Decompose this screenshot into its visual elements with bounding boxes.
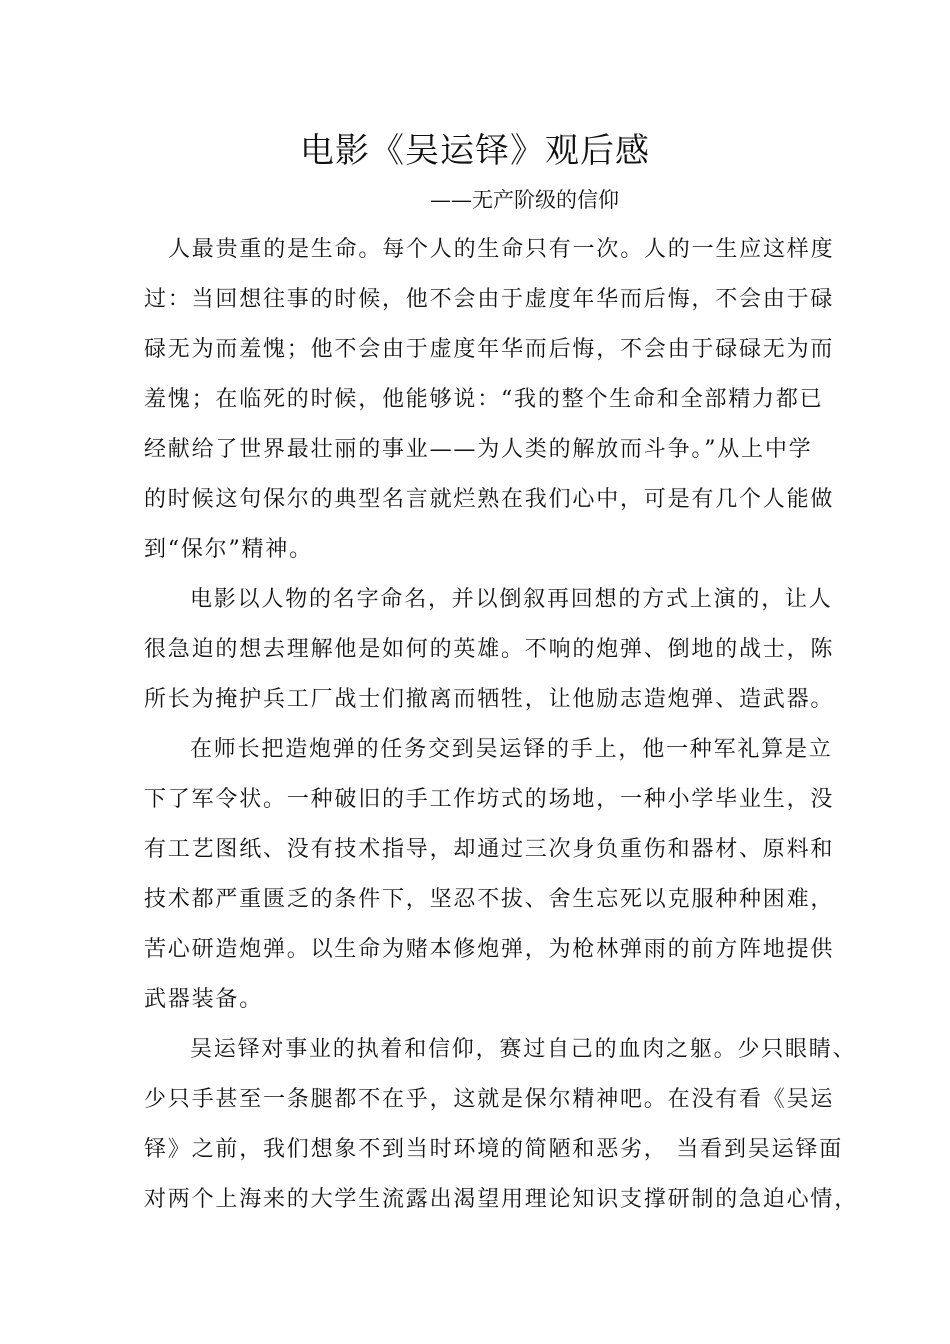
text-line: 对两个上海来的大学生流露出渴望用理论知识支撑研制的急迫心情， [144,1187,859,1212]
text-line: 所长为掩护兵工厂战士们撤离而牺牲，让他励志造炮弹、造武器。 [144,687,835,712]
text-line: 下了军令状。一种破旧的手工作坊式的场地，一种小学毕业生，没 [144,787,835,812]
text-line: 碌无为而羞愧；他不会由于虚度年华而后悔，不会由于碌碌无为而 [144,337,835,362]
text-line: 铎》之前，我们想象不到当时环境的简陋和恶劣， 当看到吴运铎面 [144,1137,843,1162]
text-line: 少只手甚至一条腿都不在乎，这就是保尔精神吧。在没有看《吴运 [144,1087,835,1112]
document-title: 电影《吴运铎》观后感 [300,131,650,171]
text-line: 技术都严重匮乏的条件下，坚忍不拔、舍生忘死以克服种种困难， [144,887,835,912]
text-line: 有工艺图纸、没有技术指导，却通过三次身负重伤和器材、原料和 [144,837,835,862]
text-line: 到“保尔”精神。 [144,537,313,562]
text-line: 过：当回想往事的时候，他不会由于虚度年华而后悔，不会由于碌 [144,287,835,312]
text-line: 很急迫的想去理解他是如何的英雄。不响的炮弹、倒地的战士，陈 [144,637,835,662]
text-line: 电影以人物的名字命名，并以倒叙再回想的方式上演的，让人 [190,587,833,612]
text-line: 人最贵重的是生命。每个人的生命只有一次。人的一生应这样度 [168,237,835,262]
text-line: 羞愧；在临死的时候，他能够说：“我的整个生命和全部精力都已 [144,387,824,412]
text-line: 苦心研造炮弹。以生命为赌本修炮弹，为枪林弹雨的前方阵地提供 [144,937,835,962]
text-line: 在师长把造炮弹的任务交到吴运铎的手上，他一种军礼算是立 [190,737,833,762]
text-line: 吴运铎对事业的执着和信仰，赛过自己的血肉之躯。少只眼睛、 [190,1037,857,1062]
document-subtitle: ——无产阶级的信仰 [430,188,619,212]
text-line: 武器装备。 [144,987,264,1012]
text-line: 的时候这句保尔的典型名言就烂熟在我们心中，可是有几个人能做 [144,487,835,512]
text-line: 经献给了世界最壮丽的事业——为人类的解放而斗争。”从上中学 [144,437,813,462]
